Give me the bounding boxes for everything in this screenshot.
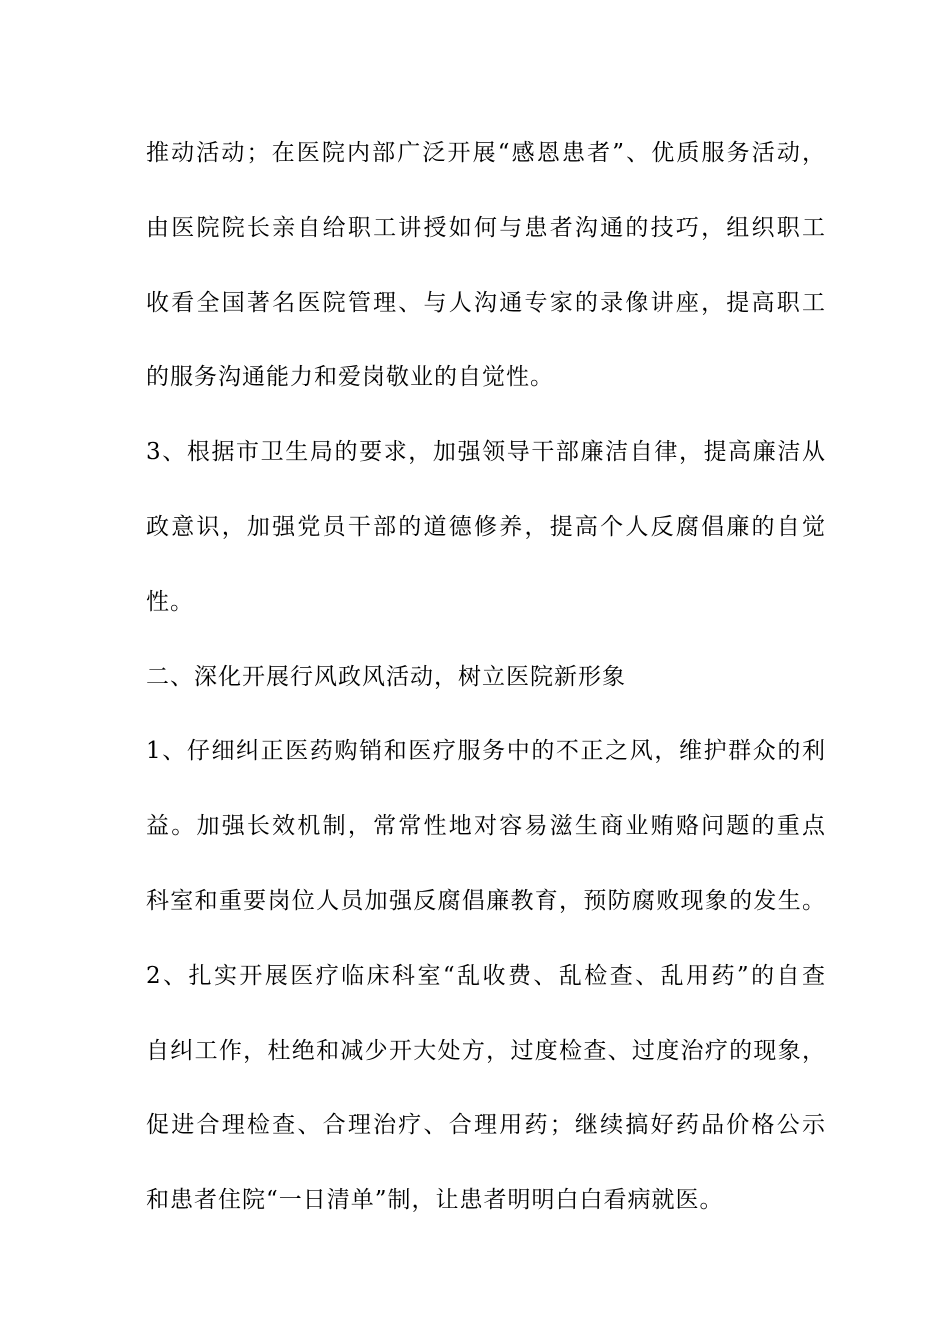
- text-line: 推动活动；在医院内部广泛开展“感恩患者”、优质服务活动，: [146, 140, 826, 166]
- text-line: 1、仔细纠正医药购销和医疗服务中的不正之风，维护群众的利: [146, 738, 826, 765]
- text-line: 的服务沟通能力和爱岗敬业的自觉性。: [146, 364, 554, 391]
- body-text: [146, 129, 826, 1251]
- text-line: 性。: [146, 588, 194, 615]
- text-line: 自纠工作，杜绝和减少开大处方，过度检查、过度治疗的现象，: [146, 1037, 826, 1064]
- section-heading: 二、深化开展行风政风活动，树立医院新形象: [146, 663, 626, 690]
- text-line: 由医院院长亲自给职工讲授如何与患者沟通的技巧，组织职工: [146, 214, 826, 241]
- text-line: 益。加强长效机制，常常性地对容易滋生商业贿赂问题的重点: [146, 813, 826, 840]
- text-line: 和患者住院“一日清单”制，让患者明明白白看病就医。: [146, 1187, 724, 1214]
- text-line: 收看全国著名医院管理、与人沟通专家的录像讲座，提高职工: [146, 289, 826, 316]
- text-line: 3、根据市卫生局的要求，加强领导干部廉洁自律，提高廉洁从: [146, 439, 826, 466]
- text-line: 政意识，加强党员干部的道德修养，提高个人反腐倡廉的自觉: [146, 513, 826, 540]
- text-line: 2、扎实开展医疗临床科室“乱收费、乱检查、乱用药”的自查: [146, 962, 826, 989]
- text-line: 促进合理检查、合理治疗、合理用药；继续搞好药品价格公示: [146, 1112, 826, 1139]
- text-line: 科室和重要岗位人员加强反腐倡廉教育，预防腐败现象的发生。: [146, 887, 826, 914]
